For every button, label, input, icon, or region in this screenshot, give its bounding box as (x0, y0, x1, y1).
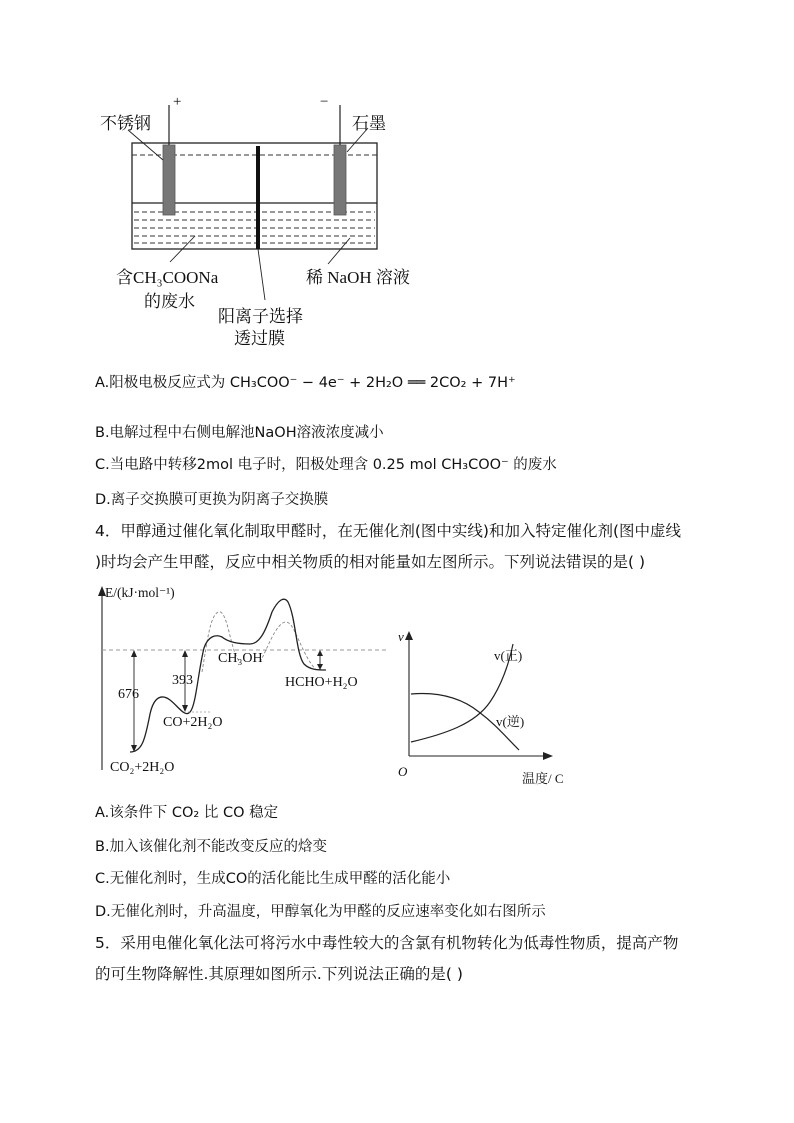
rate-temperature-diagram (395, 628, 565, 778)
q4-option-c: C.无催化剂时，生成CO的活化能比生成甲醛的活化能小 (95, 871, 451, 887)
graphite-electrode (334, 145, 346, 215)
q4-option-b: B.加入该催化剂不能改变反应的焓变 (95, 839, 328, 855)
energy-axis-label: E/(kJ·mol⁻¹) (105, 585, 175, 600)
negative-sign: − (320, 94, 329, 110)
graphite-label: 石墨 (352, 114, 386, 133)
positive-sign: + (173, 94, 182, 110)
forward-rate-label: v(正) (494, 648, 523, 663)
species-hcho: HCHO+H₂O (285, 675, 358, 690)
right-solution-label: 稀 NaOH 溶液 (306, 268, 410, 287)
q5-stem-line-1: 5．采用电催化氧化法可将污水中毒性较大的含氯有机物转化为低毒性物质，提高产物 (95, 934, 679, 952)
q3-option-d: D.离子交换膜可更换为阴离子交换膜 (95, 492, 329, 508)
species-co: CO+2H₂O (163, 715, 223, 730)
left-solution-label-2: 的废水 (144, 292, 195, 311)
membrane-label-2: 透过膜 (234, 329, 285, 348)
catalyzed-path-2 (260, 622, 316, 670)
q3-option-b: B.电解过程中右侧电解池NaOH溶液浓度减小 (95, 425, 384, 441)
q4-stem-line-1: 4．甲醇通过催化氧化制取甲醛时，在无催化剂(图中实线)和加入特定催化剂(图中虚线 (95, 522, 682, 540)
q4-option-a: A.该条件下 CO₂ 比 CO 稳定 (95, 805, 279, 821)
electrolysis-cell-drawing (0, 0, 794, 360)
q4-option-d: D.无催化剂时，升高温度，甲醇氧化为甲醛的反应速率变化如右图所示 (95, 904, 546, 920)
value-676: 676 (118, 687, 139, 702)
species-co2: CO₂+2H₂O (110, 760, 175, 775)
reverse-rate-label: v(逆) (496, 714, 525, 729)
value-393: 393 (172, 673, 193, 688)
membrane-label-1: 阳离子选择 (218, 307, 303, 326)
stainless-steel-label: 不锈钢 (100, 114, 151, 133)
species-ch3oh: CH₃OH (218, 651, 263, 666)
origin-label: O (398, 764, 408, 779)
q4-stem-line-2: )时均会产生甲醛，反应中相关物质的相对能量如左图所示。下列说法错误的是( ) (95, 553, 646, 571)
stainless-steel-electrode (163, 145, 175, 215)
rate-axis-label: v (398, 629, 404, 644)
q3-option-a: A.阳极电极反应式为 CH₃COO⁻ − 4e⁻ + 2H₂O ══ 2CO₂ + 7H⁺ (95, 375, 516, 391)
temperature-axis-label: 温度/ C (522, 771, 564, 786)
left-solution-label-1: 含CH₃COONa (116, 268, 219, 287)
q5-stem-line-2: 的可生物降解性.其原理如图所示.下列说法正确的是( ) (95, 965, 463, 983)
q3-option-c: C.当电路中转移2mol 电子时，阳极处理含 0.25 mol CH₃COO⁻ 的废水 (95, 457, 557, 473)
